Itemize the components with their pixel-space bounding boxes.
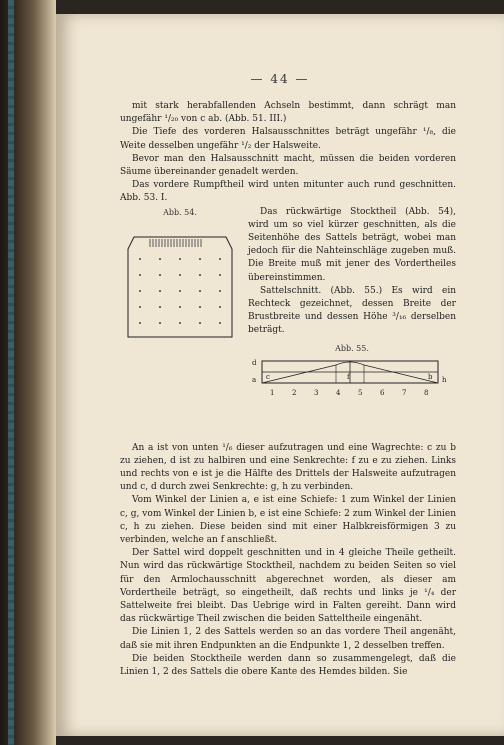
- paragraph: Sattelschnitt. (Abb. 55.) Es wird ein Rechteck gezeichnet, dessen Breite der Brustbreite und dessen Höhe ³/₁₆ derselben beträgt.: [248, 285, 456, 336]
- page-edge: [8, 0, 14, 745]
- paragraph: An a ist von unten ¹/₆ dieser aufzutragen und eine Wagrechte: c zu b zu ziehen, d ist zu halbiren und eine Senkrechte: f zu e zu ziehen. Links und rechts von e ist je die Hälfte des Drittels der Halsweite aufzutragen und c, d durch zwei Senkrechte: g, h zu verbinden.: [120, 442, 456, 493]
- paragraph: Das vordere Rumpftheil wird unten mitunter auch rund geschnitten. Abb. 53. I.: [120, 180, 456, 204]
- diagram-label: 1: [270, 388, 275, 397]
- figure-55-caption: Abb. 55.: [335, 343, 369, 353]
- diagram-label: c: [266, 372, 270, 381]
- book-binding: [0, 0, 56, 745]
- figure-54: [120, 206, 240, 386]
- diagram-label: b: [428, 372, 433, 381]
- figure-55: [248, 342, 456, 399]
- diagram-label: 7: [402, 388, 407, 397]
- diagram-label: 6: [380, 388, 385, 397]
- paragraph: Die Tiefe des vorderen Halsausschnittes beträgt ungefähr ¹/₈, die Weite desselben ungefähr ¹/₂ der Halsweite.: [120, 127, 456, 151]
- page-number: — 44 —: [250, 72, 310, 86]
- diagram-label: 3: [314, 388, 319, 397]
- diagram-label: 2: [292, 388, 297, 397]
- paragraph: Bevor man den Halsausschnitt macht, müssen die beiden vorderen Säume übereinander genadelt werden.: [120, 153, 456, 178]
- body-text: [120, 100, 456, 679]
- paragraph: Das rückwärtige Stocktheil (Abb. 54), wird um so viel kürzer geschnitten, als die Seitenhöhe des Sattels beträgt, wobei man jedoch für die Nahteinschläge zugeben muß. Die Breite muß mit jener des Vordertheiles übereinstimmen.: [248, 206, 456, 283]
- book-page: [56, 14, 504, 736]
- diagram-label: 8: [424, 388, 429, 397]
- diagram-label: a: [252, 375, 257, 384]
- diagram-label: 5: [358, 388, 363, 397]
- figure-54-caption: Abb. 54.: [163, 207, 197, 217]
- paragraph: mit stark herabfallenden Achseln bestimmt, dann schrägt man ungefähr ¹/₂₀ von c ab. (Abb. 51. III.): [120, 101, 456, 125]
- diagram-label: h: [442, 375, 447, 384]
- paragraph: Die beiden Stocktheile werden dann so zusammengelegt, daß die Linien 1, 2 des Sattels die obere Kante des Hemdes bilden. Sie: [120, 653, 456, 678]
- figure-wrap-block: [120, 206, 456, 442]
- diagram-label: 4: [336, 388, 341, 397]
- paragraph: Die Linien 1, 2 des Sattels werden so an das vordere Theil angenäht, daß sie mit ihren Endpunkten an die Endpunkte 1, 2 desselben treffen.: [120, 627, 456, 651]
- diagram-label: f: [347, 372, 350, 381]
- diagram-label: d: [252, 358, 257, 367]
- back-panel-diagram: [120, 219, 240, 339]
- wrap-text-column: [248, 206, 456, 399]
- yoke-diagram: [248, 355, 456, 399]
- paragraph: Vom Winkel der Linien a, e ist eine Schiefe: 1 zum Winkel der Linien c, g, vom Winkel der Linien b, e ist eine Schiefe: 2 zum Winkel der Linien c, h zu ziehen. Diese beiden sind mit einer Halbkreisförmigen 3 zu verbinden, welche an f anschließt.: [120, 495, 456, 546]
- paragraph: Der Sattel wird doppelt geschnitten und in 4 gleiche Theile getheilt. Nun wird das rückwärtige Stocktheil, nachdem zu beiden Seiten so viel für den Armlochausschnitt abgerechnet worden, als dieser am Vordertheile beträgt, so eingetheilt, daß rechts und links je ¹/₄ der Sattelweite frei bleibt. Das Uebrige wird in Falten gereiht. Dann wird das rückwärtige Theil zwischen die beiden Satteltheile eingenäht.: [120, 548, 456, 625]
